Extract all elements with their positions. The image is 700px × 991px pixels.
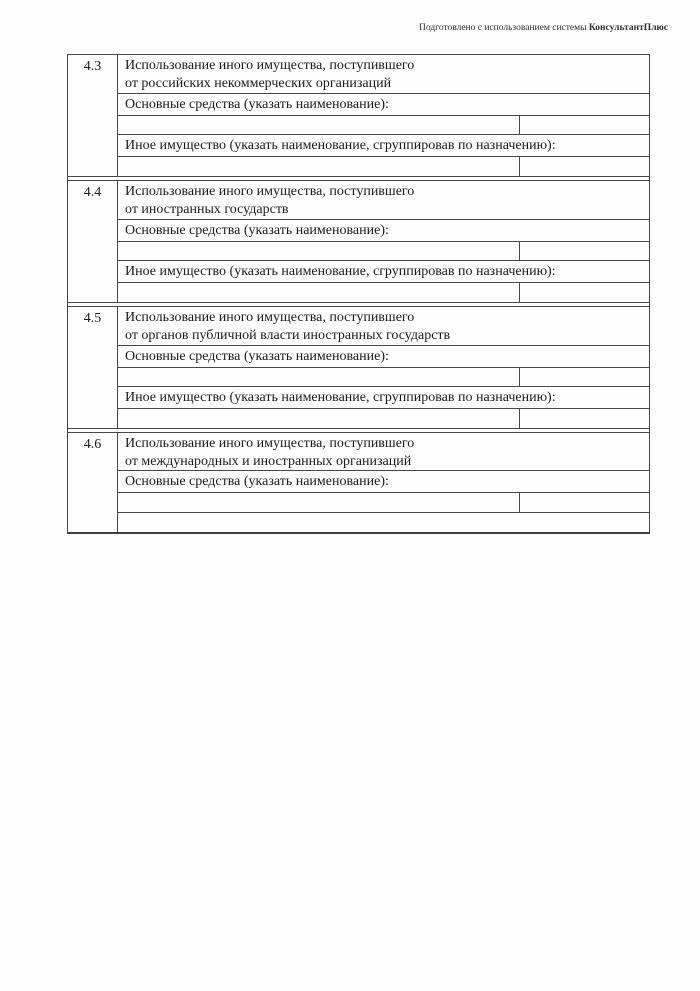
fill-row [118,283,649,302]
fill-row [118,242,649,261]
other-property-label: Иное имущество (указать наименование, сгруппировав по назначению): [118,387,649,409]
section-rows [118,55,649,176]
section-title [118,307,649,346]
watermark-brand: КонсультантПлюс [588,23,668,33]
name-fill-cell [118,283,519,302]
section-title [118,55,649,94]
value-fill-cell [519,368,649,386]
fill-row [118,368,649,387]
watermark-prefix: Подготовлено с использованием системы [419,23,587,33]
section-number: 4.6 [68,433,118,532]
section-title-line1: Использование иного имущества, поступившего [125,58,415,73]
section-number: 4.5 [68,307,118,428]
section-title [118,433,649,471]
value-fill-cell [519,493,649,512]
fixed-assets-label: Основные средства (указать наименование): [118,471,649,493]
fill-row-full [118,513,649,532]
section-4-3 [68,54,649,177]
section-title-line2: от иностранных государств [125,202,289,217]
fixed-assets-label: Основные средства (указать наименование): [118,346,649,368]
section-title-line1: Использование иного имущества, поступившего [125,436,415,451]
fill-row [118,116,649,135]
value-fill-cell [519,116,649,134]
fill-row [118,409,649,428]
section-rows [118,307,649,428]
section-number: 4.4 [68,181,118,302]
name-fill-cell [118,116,519,134]
name-fill-cell [118,409,519,428]
section-4-6 [68,432,649,534]
fill-row [118,157,649,176]
section-rows [118,181,649,302]
value-fill-cell [519,157,649,176]
name-fill-cell [118,493,519,512]
name-fill-cell [118,242,519,260]
section-rows [118,433,649,532]
value-fill-cell [519,242,649,260]
value-fill-cell [519,283,649,302]
section-title-line2: от органов публичной власти иностранных государств [125,328,451,343]
fixed-assets-label: Основные средства (указать наименование): [118,94,649,116]
watermark [419,23,668,34]
section-title-line1: Использование иного имущества, поступившего [125,310,415,325]
name-fill-cell [118,157,519,176]
fill-row [118,493,649,513]
fixed-assets-label: Основные средства (указать наименование): [118,220,649,242]
section-4-5 [68,306,649,429]
name-fill-cell [118,368,519,386]
section-4-4 [68,180,649,303]
form-table [67,54,650,534]
section-title-line2: от российских некоммерческих организаций [125,76,392,91]
other-property-label: Иное имущество (указать наименование, сгруппировав по назначению): [118,261,649,283]
section-title [118,181,649,220]
other-property-label: Иное имущество (указать наименование, сгруппировав по назначению): [118,135,649,157]
section-title-line1: Использование иного имущества, поступившего [125,184,415,199]
value-fill-cell [519,409,649,428]
section-title-line2: от международных и иностранных организаций [125,454,412,469]
section-number: 4.3 [68,55,118,176]
